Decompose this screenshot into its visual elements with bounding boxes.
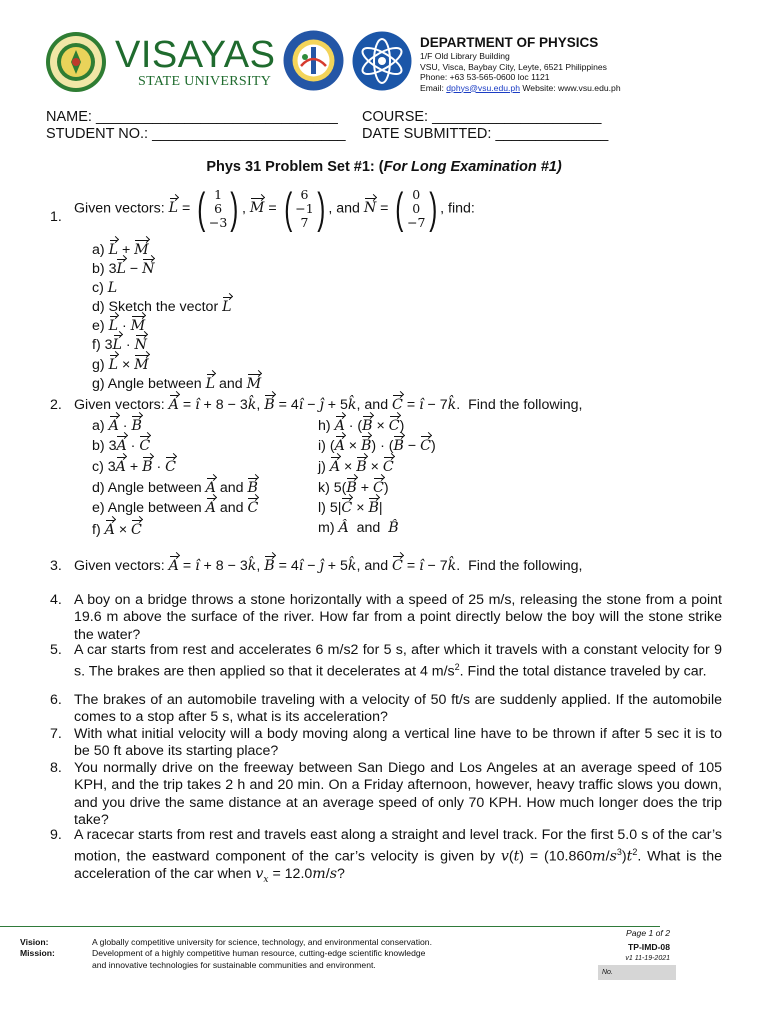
p1-item-c: c) L — [92, 280, 118, 296]
date-submitted-field[interactable]: DATE SUBMITTED: ______________ — [362, 126, 609, 142]
college-seal-logo — [283, 30, 344, 91]
page-title: Phys 31 Problem Set #1: (For Long Examination #1) — [206, 159, 562, 175]
university-wordmark — [115, 36, 276, 90]
p1-item-f: f) 3L · N — [92, 337, 147, 353]
page-number: Page 1 of 2 — [626, 928, 670, 938]
mission-text-2: and innovative technologies for sustainable communities and environment. — [92, 960, 376, 970]
vsu-seal-logo — [45, 31, 107, 93]
vision-label: Vision: — [20, 937, 49, 947]
p1-item-d: d) Sketch the vector L — [92, 299, 232, 315]
doc-code: TP-IMD-08 — [627, 942, 670, 952]
website-text: Website: www.vsu.edu.ph — [519, 82, 621, 93]
physics-atom-logo — [352, 31, 412, 91]
doc-version: v1 11-19-2021 — [625, 955, 670, 962]
name-field[interactable]: NAME: ______________________________ — [46, 109, 338, 125]
course-field[interactable]: COURSE: _____________________ — [362, 109, 602, 125]
p1-item-a: a) L + M — [92, 242, 149, 258]
student-no-field[interactable]: STUDENT NO.: ________________________ — [46, 126, 346, 142]
p1-item-e: e) L · M — [92, 318, 146, 334]
document-number-box: No. — [598, 965, 676, 980]
university-subtitle: STATE UNIVERSITY — [138, 74, 272, 89]
address-line: 1/F Old Library Building — [420, 51, 510, 61]
mission-label: Mission: — [20, 948, 55, 958]
department-info — [420, 35, 760, 93]
p1-item-g: g) L × M — [92, 357, 149, 373]
university-name: VISAYAS — [115, 34, 276, 76]
vision-text: A globally competitive university for science, technology, and environmental conservation. — [92, 937, 432, 947]
phone-line: Phone: +63 53-565-0600 loc 1121 — [420, 72, 550, 82]
footer-divider — [0, 926, 660, 927]
mission-text: Development of a highly competitive human resource, cutting-edge scientific knowledge — [92, 948, 426, 958]
p1-item-g2: g) Angle between L and M — [92, 376, 262, 392]
address-line: VSU, Visca, Baybay City, Leyte, 6521 Philippines — [420, 61, 607, 72]
p1-item-b: b) 3L − N — [92, 261, 155, 277]
email-line: Email: dphys@vsu.edu.ph Website: www.vsu.edu.ph — [420, 82, 621, 93]
email-link[interactable]: dphys@vsu.edu.ph — [446, 82, 520, 93]
department-name: DEPARTMENT OF PHYSICS — [420, 35, 599, 50]
student-info-fields — [46, 109, 608, 143]
